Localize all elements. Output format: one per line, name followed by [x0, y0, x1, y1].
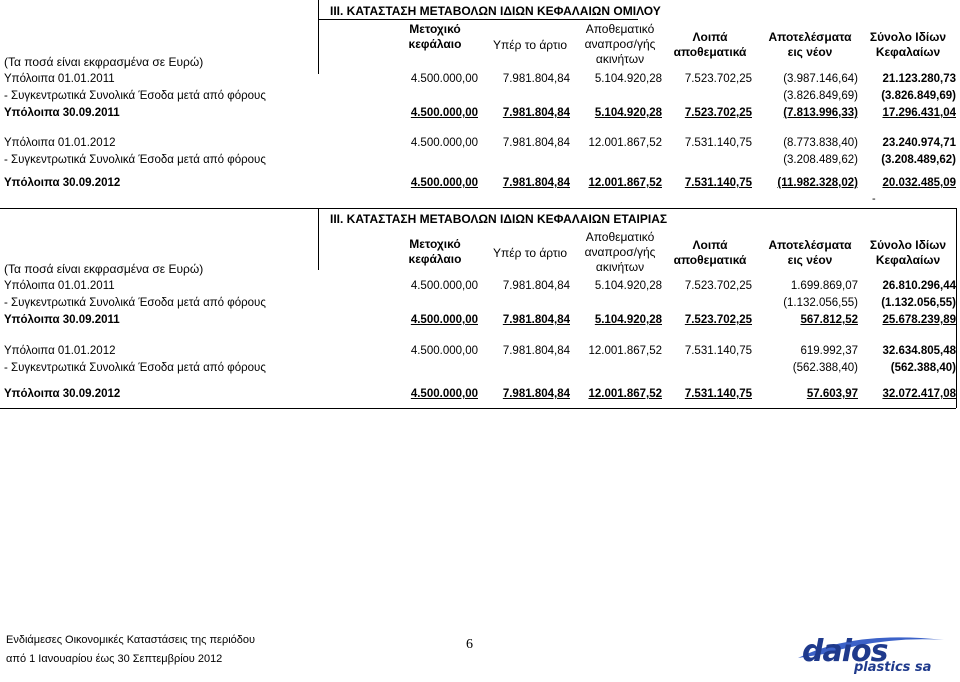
table-cell: 7.981.804,84 [502, 280, 570, 292]
group-col-header-3: Αποθεματικό αναπροσ/γής ακινήτων [584, 22, 656, 66]
table-cell: 21.123.280,73 [882, 73, 956, 85]
table-cell: 32.072.417,08 [882, 388, 956, 400]
table-cell: 12.001.867,52 [588, 137, 662, 149]
company-bottom-line [0, 408, 956, 409]
table-cell: (3.826.849,69) [783, 90, 858, 102]
table-cell: 4.500.000,00 [410, 345, 478, 357]
table-cell: 5.104.920,28 [594, 314, 662, 326]
table-cell: (7.813.996,33) [783, 107, 858, 119]
table-cell: 7.531.140,75 [684, 137, 752, 149]
table-row [4, 90, 956, 106]
row-label: - Συγκεντρωτικά Συνολικά Έσοδα μετά από φόρους [4, 297, 266, 309]
table-row [4, 73, 956, 89]
group-section-title: III. ΚΑΤΑΣΤΑΣΗ ΜΕΤΑΒΟΛΩΝ ΙΔΙΩΝ ΚΕΦΑΛΑΙΩΝ ΟΜΙΛΟΥ [330, 4, 661, 18]
table-cell: 5.104.920,28 [594, 107, 662, 119]
table-cell: 17.296.431,04 [882, 107, 956, 119]
logo-subtext: plastics sa [854, 660, 932, 675]
table-cell: 23.240.974,71 [882, 137, 956, 149]
table-cell: 4.500.000,00 [410, 107, 478, 119]
group-col-header-2: Υπέρ το άρτιο [492, 38, 568, 52]
group-col-header-4: Λοιπά αποθεματικά [673, 30, 747, 59]
company-section-title: III. ΚΑΤΑΣΤΑΣΗ ΜΕΤΑΒΟΛΩΝ ΙΔΙΩΝ ΚΕΦΑΛΑΙΩΝ ΕΤΑΙΡΙΑΣ [330, 212, 668, 226]
table-cell: 12.001.867,52 [588, 388, 662, 400]
table-cell: (562.388,40) [792, 362, 858, 374]
table-cell: (3.826.849,69) [881, 90, 956, 102]
table-cell: 4.500.000,00 [410, 280, 478, 292]
table-cell: 7.523.702,25 [684, 73, 752, 85]
company-top-line [0, 208, 956, 209]
group-col-header-5: Αποτελέσματα εις νέον [768, 30, 852, 59]
table-cell: 4.500.000,00 [410, 137, 478, 149]
table-cell: 4.500.000,00 [410, 314, 478, 326]
table-cell: 7.981.804,84 [502, 137, 570, 149]
company-col-header-3: Αποθεματικό αναπροσ/γής ακινήτων [584, 230, 656, 274]
group-currency-note: (Τα ποσά είναι εκφρασμένα σε Ευρώ) [4, 55, 204, 69]
row-label: Υπόλοιπα 01.01.2011 [4, 73, 115, 85]
table-cell: (1.132.056,55) [881, 297, 956, 309]
company-left-border [318, 208, 319, 270]
footer-line-1: Ενδιάμεσες Οικονομικές Καταστάσεις της περιόδου [6, 634, 256, 646]
table-cell: 7.981.804,84 [502, 345, 570, 357]
table-row [4, 345, 956, 361]
table-cell: (11.982.328,02) [777, 177, 858, 189]
table-cell: 1.699.869,07 [790, 280, 858, 292]
table-cell: 567.812,52 [800, 314, 858, 326]
table-cell: (1.132.056,55) [783, 297, 858, 309]
table-row [4, 280, 956, 296]
row-label: Υπόλοιπα 01.01.2011 [4, 280, 115, 292]
group-col-header-6: Σύνολο Ιδίων Κεφαλαίων [869, 30, 947, 59]
table-cell: 7.531.140,75 [684, 345, 752, 357]
table-cell: 4.500.000,00 [410, 177, 478, 189]
table-row [4, 314, 956, 330]
table-row [4, 137, 956, 153]
table-cell: 5.104.920,28 [594, 73, 662, 85]
company-col-header-1: Μετοχικό κεφάλαιο [408, 237, 462, 266]
table-cell: 7.981.804,84 [502, 388, 570, 400]
company-col-header-2: Υπέρ το άρτιο [492, 246, 568, 260]
row-label: Υπόλοιπα 30.09.2012 [4, 388, 121, 400]
row-label: Υπόλοιπα 01.01.2012 [4, 345, 116, 357]
row-label: Υπόλοιπα 30.09.2011 [4, 107, 120, 119]
company-logo [794, 628, 954, 678]
group-col-header-1: Μετοχικό κεφάλαιο [408, 22, 462, 51]
table-cell: 7.523.702,25 [684, 107, 752, 119]
table-cell: 26.810.296,44 [882, 280, 956, 292]
table-cell: 57.603,97 [806, 388, 858, 400]
company-col-header-4: Λοιπά αποθεματικά [673, 238, 747, 267]
table-cell: (8.773.838,40) [783, 137, 858, 149]
table-row [4, 154, 956, 170]
row-label: - Συγκεντρωτικά Συνολικά Έσοδα μετά από φόρους [4, 362, 266, 374]
page-number: 6 [466, 637, 473, 652]
logo-text: daios [802, 634, 888, 669]
table-cell: 4.500.000,00 [410, 73, 478, 85]
table-cell: 7.523.702,25 [684, 314, 752, 326]
table-cell: (3.208.489,62) [783, 154, 858, 166]
table-cell: (562.388,40) [890, 362, 956, 374]
table-cell: (3.987.146,64) [783, 73, 858, 85]
group-dash-mark: - [872, 193, 876, 205]
row-label: Υπόλοιπα 01.01.2012 [4, 137, 116, 149]
table-cell: (3.208.489,62) [881, 154, 956, 166]
group-left-border [318, 0, 319, 74]
table-row [4, 177, 956, 193]
footer-line-2: από 1 Ιανουαρίου έως 30 Σεπτεμβρίου 2012 [6, 653, 223, 665]
table-cell: 7.981.804,84 [502, 107, 570, 119]
table-cell: 25.678.239,89 [882, 314, 956, 326]
table-cell: 12.001.867,52 [588, 345, 662, 357]
table-cell: 7.981.804,84 [502, 314, 570, 326]
table-cell: 12.001.867,52 [588, 177, 662, 189]
group-title-underline [318, 19, 638, 20]
table-cell: 619.992,37 [800, 345, 858, 357]
company-col-header-5: Αποτελέσματα εις νέον [768, 238, 852, 267]
company-col-header-6: Σύνολο Ιδίων Κεφαλαίων [869, 238, 947, 267]
table-row [4, 362, 956, 378]
table-cell: 5.104.920,28 [594, 280, 662, 292]
table-cell: 4.500.000,00 [410, 388, 478, 400]
table-cell: 7.531.140,75 [684, 177, 752, 189]
table-cell: 7.981.804,84 [502, 177, 570, 189]
row-label: - Συγκεντρωτικά Συνολικά Έσοδα μετά από φόρους [4, 154, 266, 166]
company-currency-note: (Τα ποσά είναι εκφρασμένα σε Ευρώ) [4, 262, 204, 276]
table-cell: 32.634.805,48 [882, 345, 956, 357]
table-row [4, 297, 956, 313]
page-right-border [956, 208, 957, 408]
table-cell: 7.523.702,25 [684, 280, 752, 292]
table-row [4, 388, 956, 404]
table-cell: 7.981.804,84 [502, 73, 570, 85]
row-label: Υπόλοιπα 30.09.2012 [4, 177, 121, 189]
table-cell: 7.531.140,75 [684, 388, 752, 400]
table-row [4, 107, 956, 123]
row-label: - Συγκεντρωτικά Συνολικά Έσοδα μετά από φόρους [4, 90, 266, 102]
table-cell: 20.032.485,09 [882, 177, 956, 189]
row-label: Υπόλοιπα 30.09.2011 [4, 314, 120, 326]
